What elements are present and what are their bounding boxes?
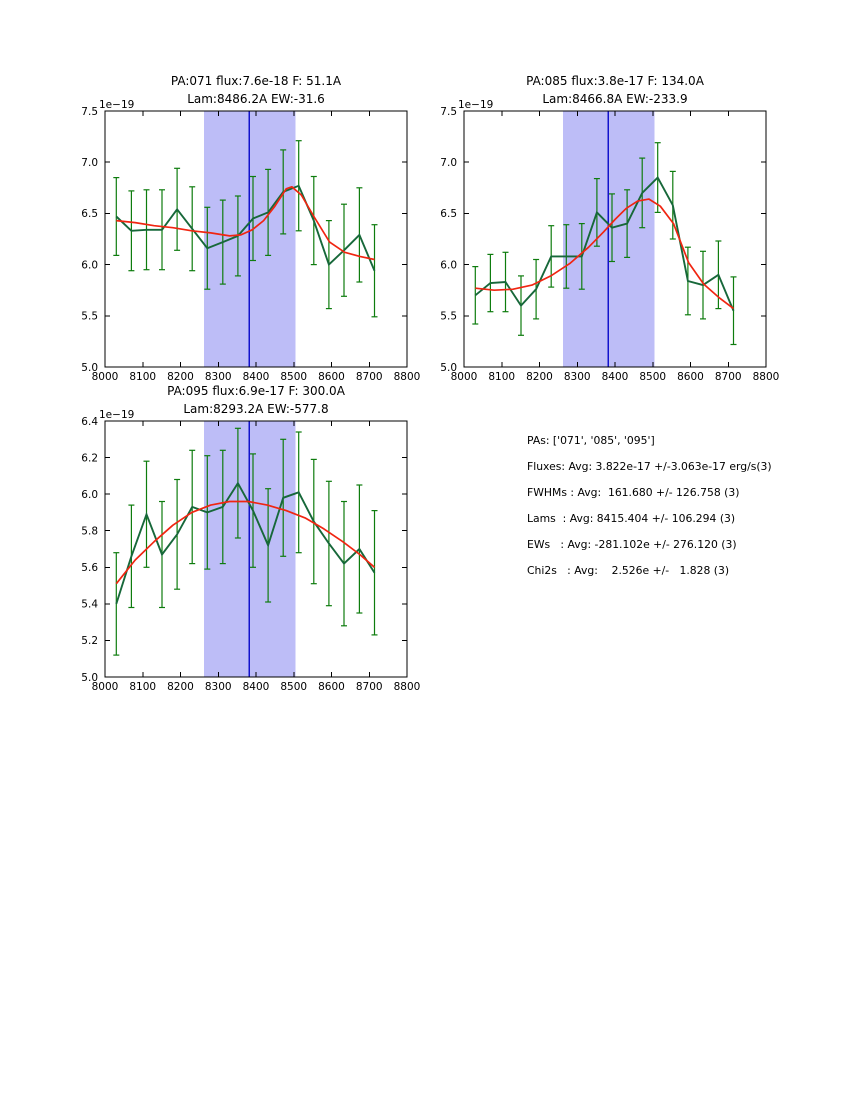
y-tick-label: 5.6 xyxy=(81,562,98,575)
y-tick-label: 7.5 xyxy=(440,105,457,118)
x-tick-label: 8300 xyxy=(563,371,591,383)
x-tick-label: 8200 xyxy=(167,681,194,693)
x-tick-label: 8600 xyxy=(318,681,345,693)
y-tick-label: 6.5 xyxy=(81,208,98,221)
stats-line-fluxes: Fluxes: Avg: 3.822e-17 +/-3.063e-17 erg/s(3) xyxy=(527,460,772,473)
spectrum-plot-pa095 xyxy=(81,384,420,693)
spectrum-plot-pa071 xyxy=(81,74,420,383)
y-tick-label: 6.0 xyxy=(81,488,98,501)
y-tick-label: 5.0 xyxy=(81,361,98,374)
stats-line-ews: EWs : Avg: -281.102e +/- 276.120 (3) xyxy=(527,538,737,551)
x-tick-label: 8000 xyxy=(91,371,119,383)
x-tick-label: 8400 xyxy=(601,371,629,383)
y-axis-offset-label: 1e−19 xyxy=(99,99,135,111)
x-tick-label: 8500 xyxy=(639,371,667,383)
x-tick-label: 8200 xyxy=(526,371,553,383)
x-tick-label: 8000 xyxy=(91,681,119,693)
plot-title-line2: Lam:8293.2A EW:-577.8 xyxy=(183,402,329,416)
plot-title-line1: PA:085 flux:3.8e-17 F: 134.0A xyxy=(526,74,704,88)
plot-title-line2: Lam:8486.2A EW:-31.6 xyxy=(187,92,325,106)
x-tick-label: 8600 xyxy=(677,371,704,383)
stats-line-chi2s: Chi2s : Avg: 2.526e +/- 1.828 (3) xyxy=(527,564,730,577)
plot-title-line1: PA:071 flux:7.6e-18 F: 51.1A xyxy=(170,74,342,88)
y-tick-label: 5.5 xyxy=(440,310,457,323)
y-tick-label: 5.0 xyxy=(440,361,457,374)
x-tick-label: 8100 xyxy=(129,371,157,383)
y-axis-offset-label: 1e−19 xyxy=(458,99,494,111)
y-axis-offset-label: 1e−19 xyxy=(99,409,135,421)
y-tick-label: 5.2 xyxy=(81,635,98,648)
plot-title-line1: PA:095 flux:6.9e-17 F: 300.0A xyxy=(167,384,345,398)
stats-panel xyxy=(527,428,772,584)
x-tick-label: 8400 xyxy=(242,681,270,693)
spectrum-plot-pa085 xyxy=(440,74,779,383)
y-tick-label: 6.2 xyxy=(81,452,98,465)
y-tick-label: 6.0 xyxy=(81,259,98,272)
y-tick-label: 5.8 xyxy=(81,525,98,538)
x-tick-label: 8200 xyxy=(167,371,194,383)
x-tick-label: 8300 xyxy=(204,371,232,383)
y-tick-label: 6.0 xyxy=(440,259,457,272)
x-tick-label: 8400 xyxy=(242,371,270,383)
y-tick-label: 6.5 xyxy=(440,208,457,221)
x-tick-label: 8500 xyxy=(280,371,308,383)
x-tick-label: 8500 xyxy=(280,681,308,693)
x-tick-label: 8700 xyxy=(355,371,383,383)
x-tick-label: 8700 xyxy=(714,371,742,383)
stats-line-lams: Lams : Avg: 8415.404 +/- 106.294 (3) xyxy=(527,512,736,525)
y-tick-label: 6.4 xyxy=(81,415,98,428)
stats-line-fwhms: FWHMs : Avg: 161.680 +/- 126.758 (3) xyxy=(527,486,740,499)
y-tick-label: 7.0 xyxy=(81,157,98,169)
y-tick-label: 5.4 xyxy=(81,598,98,611)
x-tick-label: 8100 xyxy=(129,681,157,693)
y-tick-label: 7.0 xyxy=(440,157,457,169)
x-tick-label: 8700 xyxy=(355,681,383,693)
plot-title-line2: Lam:8466.8A EW:-233.9 xyxy=(542,92,688,106)
y-tick-label: 7.5 xyxy=(81,105,98,118)
stats-line-pas: PAs: ['071', '085', '095'] xyxy=(527,434,655,447)
x-tick-label: 8800 xyxy=(752,371,780,383)
x-tick-label: 8800 xyxy=(393,371,421,383)
x-tick-label: 8000 xyxy=(450,371,478,383)
x-tick-label: 8800 xyxy=(393,681,421,693)
x-tick-label: 8600 xyxy=(318,371,345,383)
y-tick-label: 5.5 xyxy=(81,310,98,323)
y-tick-label: 5.0 xyxy=(81,671,98,684)
x-tick-label: 8100 xyxy=(488,371,516,383)
x-tick-label: 8300 xyxy=(204,681,232,693)
